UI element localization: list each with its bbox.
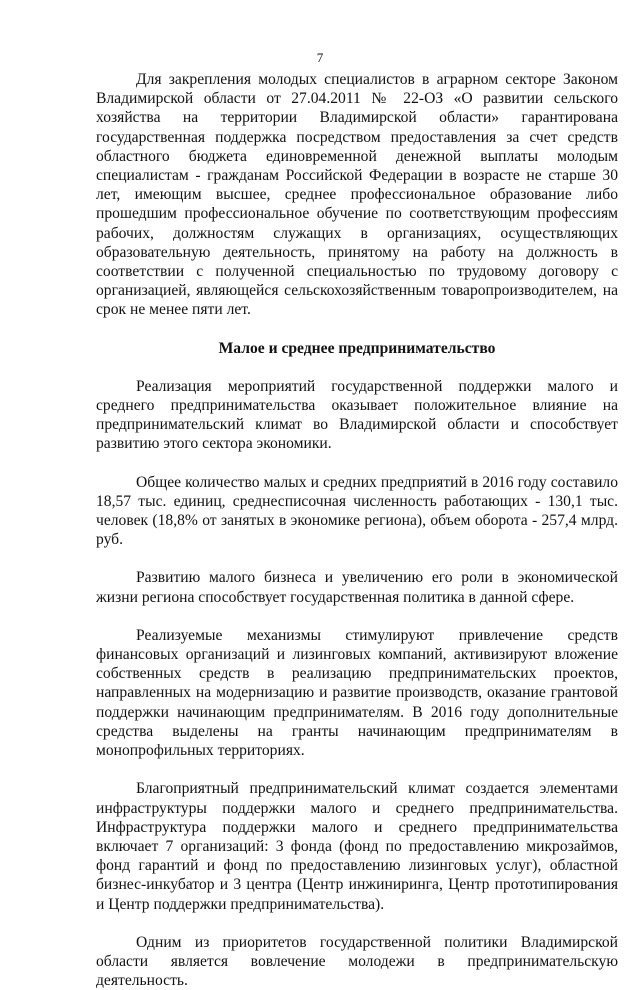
paragraph-mechanisms: Реализуемые механизмы стимулируют привлечение средств финансовых организаций и лизинговых компаний, активизируют вложение собственных средств в реализацию предпринимательских проектов, направленных на модернизацию и развитие производств, оказание грантовой поддержки начинающим предпринимателям. В 2016 году дополнительные средства выделены на гранты начинающим предпринимателям в монопрофильных территориях. <box>96 626 618 760</box>
document-body <box>96 70 618 990</box>
spacer <box>96 454 618 473</box>
spacer <box>96 549 618 568</box>
spacer <box>96 358 618 377</box>
paragraph-youth-priority: Одним из приоритетов государственной политики Владимирской области является вовлечение молодежи в предпринимательскую деятельность. <box>96 933 618 990</box>
spacer <box>96 914 618 933</box>
spacer <box>96 760 618 779</box>
paragraph-infrastructure: Благоприятный предпринимательский климат создается элементами инфраструктуры поддержки малого и среднего предпринимательства. Инфраструктура поддержки малого и среднего предпринимательства включает 7 организаций: 3 фонда (фонд по предоставлению микрозаймов, фонд гарантий и фонд по предоставлению лизинговых услуг), областной бизнес-инкубатор и 3 центра (Центр инжиниринга, Центр прототипирования и Центр поддержки предпринимательства). <box>96 780 618 913</box>
paragraph-support-measures: Реализация мероприятий государственной поддержки малого и среднего предпринимательства оказывает положительное влияние на предпринимательский климат во Владимирской области и способствует развитию этого сектора экономики. <box>96 377 618 453</box>
section-heading: Малое и среднее предпринимательство <box>218 339 496 357</box>
paragraph-enterprise-count: Общее количество малых и средних предприятий в 2016 году составило 18,57 тыс. единиц, среднесписочная численность работающих - 130,1 тыс. человек (18,8% от занятых в экономике региона), объем оборота - 257,4 млрд. руб. <box>96 473 618 549</box>
paragraph-state-policy: Развитию малого бизнеса и увеличению его роли в экономической жизни региона способствует государственная политика в данной сфере. <box>96 569 618 606</box>
spacer <box>96 607 618 626</box>
paragraph-young-specialists: Для закрепления молодых специалистов в аграрном секторе Законом Владимирской области от 27.04.2011 № 22-ОЗ «О развитии сельского хозяйства на территории Владимирской области» гарантирована государственная поддержка посредством предоставления за счет средств областного бюджета единовременной денежной выплаты молодым специалистам - гражданам Российской Федерации в возрасте не старше 30 лет, имеющим высшее, среднее профессиональное образование либо прошедшим профессиональное обучение по соответствующим профессиям рабочих, должностям служащих в организациях, осуществляющих образовательную деятельность, принятому на работу на должность в соответствии с полученной специальностью по трудовому договору с организацией, являющейся сельскохозяйственным товаропроизводителем, на срок не менее пяти лет. <box>96 71 618 319</box>
page-number: 7 <box>316 50 324 65</box>
spacer <box>96 320 618 339</box>
